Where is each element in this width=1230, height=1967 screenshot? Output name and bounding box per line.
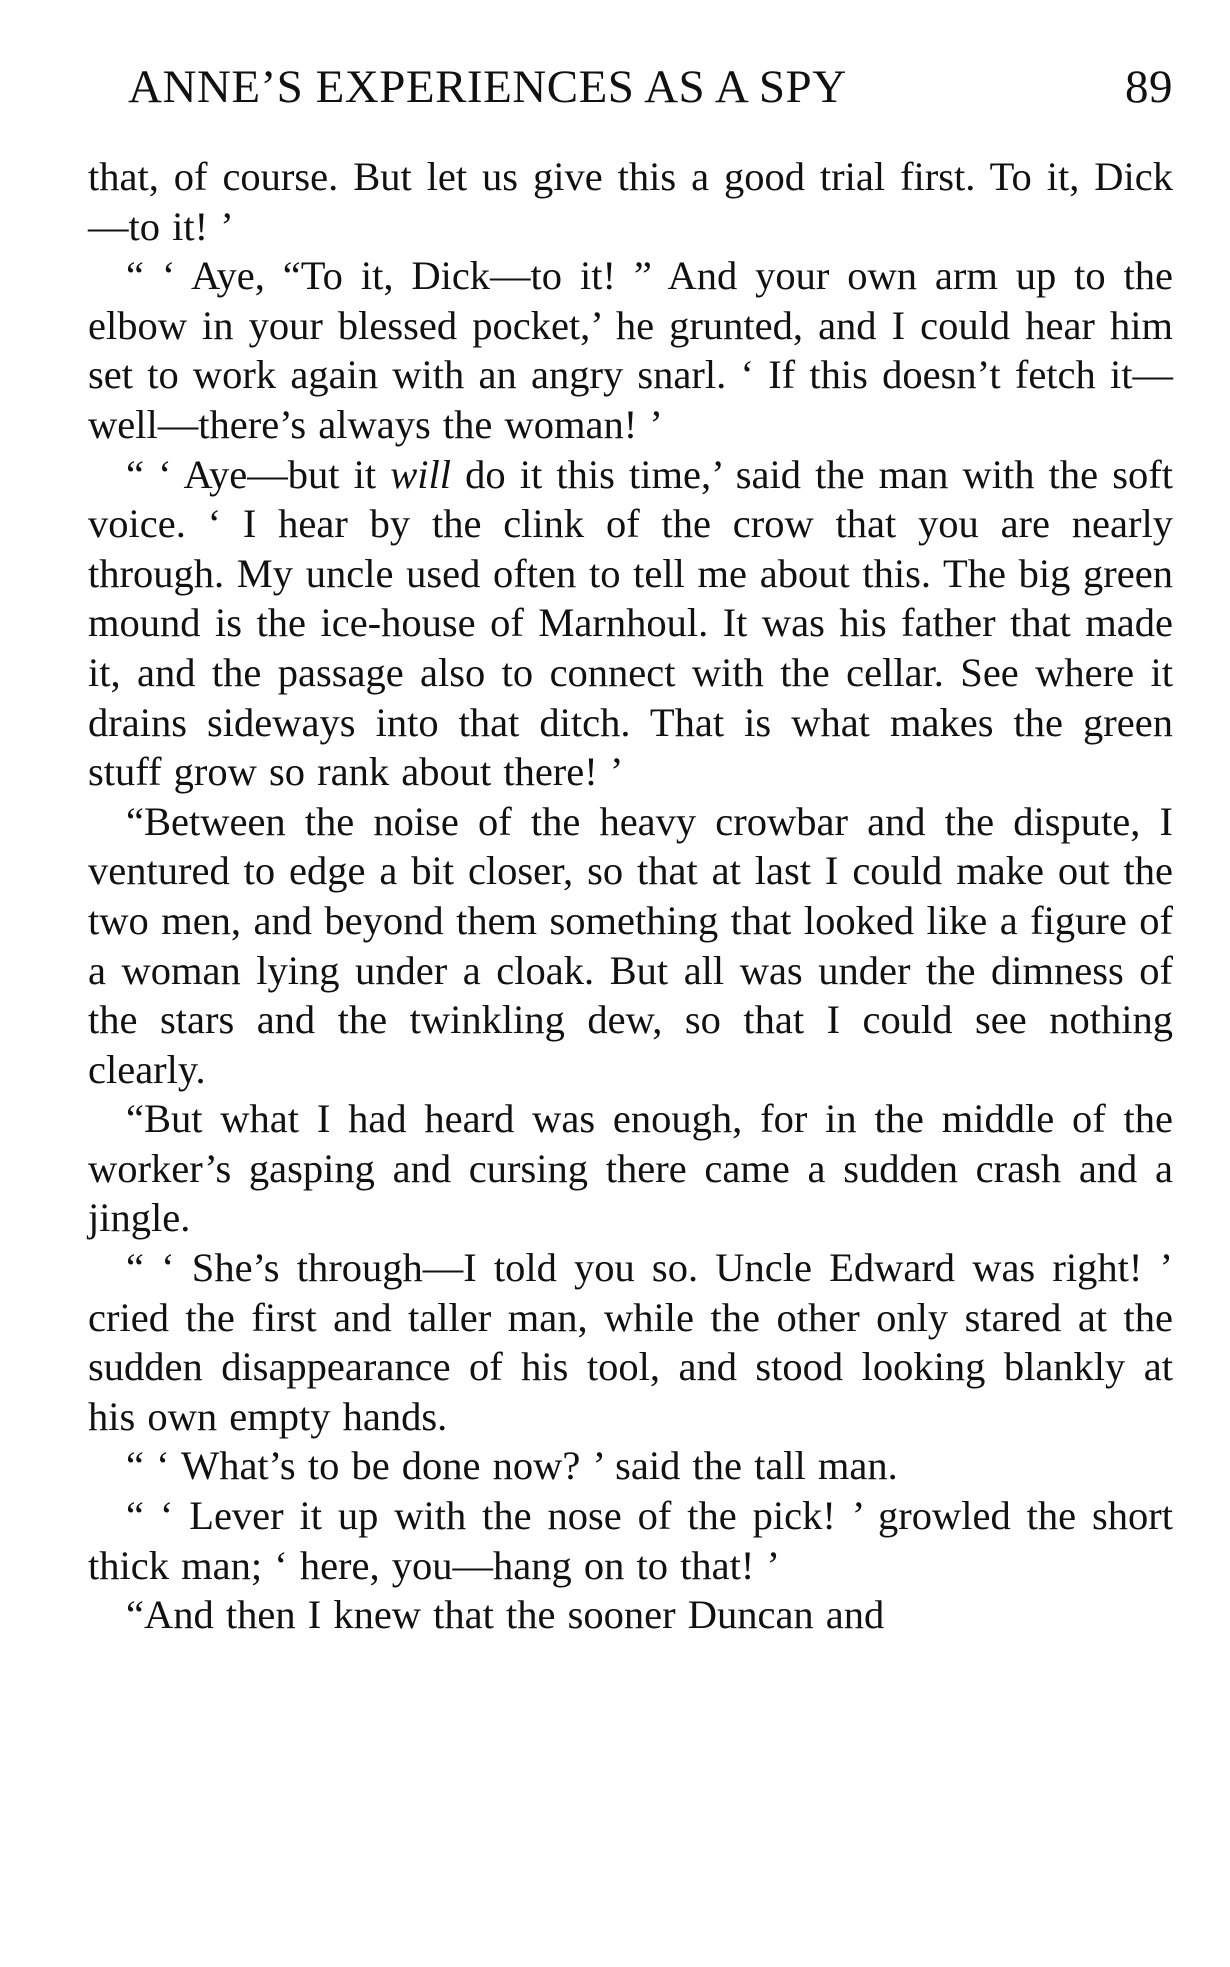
paragraph: “ ‘ Lever it up with the nose of the pick! ’ growled the short thick man; ‘ here, you—hang on to that! ’ (88, 1493, 1173, 1588)
paragraph: “ ‘ She’s through—I told you so. Uncle Edward was right! ’ cried the first and taller man, while the other only stared at the sudden disappearance of his tool, and stood looking blankly at his own empty hands. (88, 1245, 1173, 1439)
body-text (88, 152, 1173, 1640)
paragraph: “ ‘ Aye, “To it, Dick—to it! ” And your own arm up to the elbow in your blessed pocket,’ he grunted, and I could hear him set to work again with an angry snarl. ‘ If this doesn’t fetch it—well—there’s always the woman! ’ (88, 253, 1173, 447)
paragraph: “Between the noise of the heavy crowbar and the dispute, I ventured to edge a bit closer, so that at last I could make out the two men, and beyond them something that looked like a figure of a woman lying under a cloak. But all was under the dimness of the stars and the twinkling dew, so that I could see nothing clearly. (88, 798, 1173, 1092)
running-title: ANNE’S EXPERIENCES AS A SPY (128, 61, 847, 113)
running-head (128, 52, 1173, 122)
page-number: 89 (1125, 61, 1173, 113)
emphasis: will (390, 451, 451, 497)
paragraph-continued: that, of course. But let us give this a good trial first. To it, Dick—to it! ’ (88, 154, 1173, 249)
paragraph: “ ‘ Aye—but it will do it this time,’ said the man with the soft voice. ‘ I hear by the clink of the crow that you are nearly through. My uncle used often to tell me about this. The big green mound is the ice-house of Marnhoul. It was his father that made it, and the passage also to connect with the cellar. See where it drains sideways into that ditch. That is what makes the green stuff grow so rank about there! ’ (88, 451, 1173, 795)
paragraph: “And then I knew that the sooner Duncan and (126, 1592, 885, 1638)
paragraph: “ ‘ What’s to be done now? ’ said the tall man. (126, 1443, 898, 1489)
paragraph: “But what I had heard was enough, for in the middle of the worker’s gasping and cursing there came a sudden crash and a jingle. (88, 1096, 1173, 1241)
